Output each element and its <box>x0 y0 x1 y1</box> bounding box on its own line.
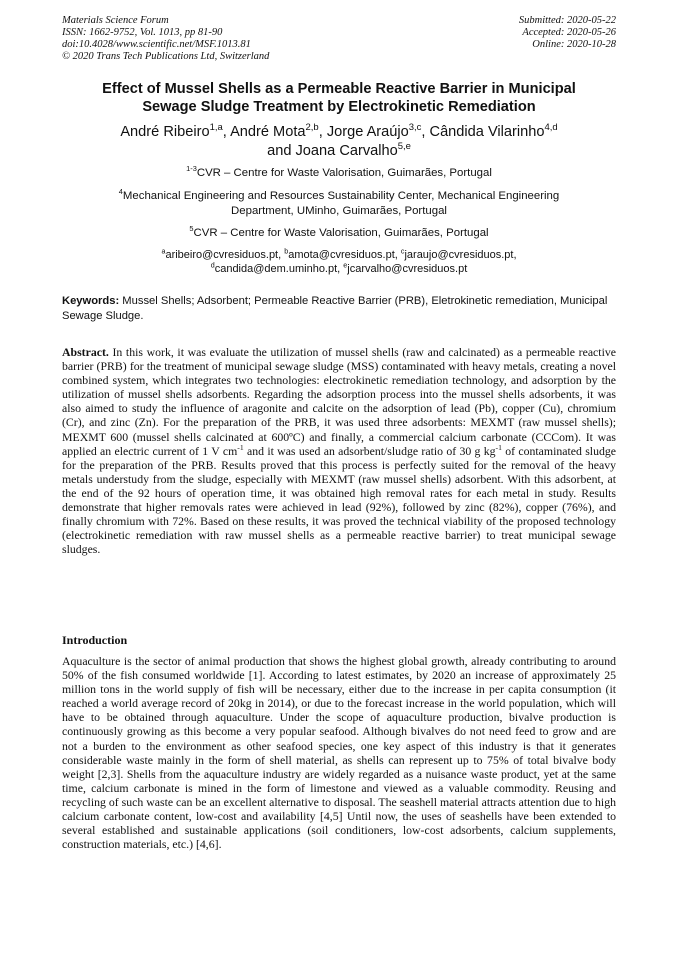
dates-info <box>519 15 616 51</box>
section-heading-introduction: Introduction <box>62 633 128 647</box>
email-link[interactable]: jcarvalho@cvresiduos.pt <box>347 263 468 275</box>
affiliation-1 <box>62 166 616 181</box>
author-name: André Ribeiro <box>120 124 210 140</box>
author-list <box>62 123 616 161</box>
journal-info <box>62 15 269 63</box>
doi: doi:10.4028/www.scientific.net/MSF.1013.81 <box>62 39 251 50</box>
author-line-1 <box>62 123 616 142</box>
affiliation-3 <box>62 226 616 241</box>
title-line-2: Sewage Sludge Treatment by Electrokinetic Remediation <box>142 99 536 115</box>
introduction-text: Aquaculture is the sector of animal production that shows the highest global growth, already contributing to around 50% of the fish consumed worldwide [1]. According to latest estimates, by 2020 an increase of approximately 25 million tons in the world supply of fish will be necessary, either due to the increase in per capita consumption (it reached a world average record of 20kg in 2014), or due to the forecast increase in the world population, which will have to be obtained through aquaculture. Under the scope of aquaculture production, bivalve production is continuously growing as this become a very popular seafood. Although bivalves do not need feed to grow and are not a burden to the environment as other seafood species, one key aspect of this industry is that it generates considerable waste mainly in the form of shell material, as shells can represent up to 75% of total bivalve body weight [2,3]. Shells from the aquaculture industry are widely regarded as a nuisance waste product, yet at the same time, calcium carbonate is mined in the form of limestone and viewed as a valuable commodity. Reusing and recycling of such waste can be an excellent alternative to disposal. The seashell material attracts attention due to high calcium carbonate content, low-cost and availability [4,5] Until now, the uses of seashells have been extended to several established and sustainable applications (soil conditioners, low-cost adsorbents, calcium supplements, construction materials, etc.) [4,6]. <box>62 654 616 852</box>
keywords <box>62 294 616 324</box>
email-line-1 <box>62 248 616 262</box>
author-sep: , <box>318 124 327 140</box>
affiliation-sup: 1-3 <box>186 164 197 174</box>
abstract-text: of contaminated sludge for the preparation of the PRB. Results proved that this process is perfectly suited for the removal of the heavy metals understudy from the sludge, especially with MEXMT (raw mussel shells) adsorbent. With this adsorbent, at the end of the 92 hours of operation time, it was obtained high removal rates for each metal in study. Results demonstrate that higher removals rates were achieved in lead (92%), followed by zinc (82%), copper (76%), and finally chromium with 72%. Based on these results, it was proved the technical viability of the proposed technology (electrokinetic remediation with raw mussel shells as a permeable reactive barrier) to treat municipal sewage sludges. <box>62 443 617 557</box>
email-line-2 <box>62 262 616 276</box>
accepted-date: Accepted: 2020-05-26 <box>522 27 616 38</box>
copyright: © 2020 Trans Tech Publications Ltd, Switzerland <box>62 51 270 62</box>
author-sup: 4,d <box>544 122 558 134</box>
email-link[interactable]: jaraujo@cvresiduos.pt, <box>404 249 517 261</box>
author-sup: 1,a <box>209 122 223 134</box>
author-sup: 3,c <box>408 122 422 134</box>
affiliation-2 <box>62 189 616 219</box>
issn: ISSN: 1662-9752, Vol. 1013, pp 81-90 <box>62 27 223 38</box>
author-sup: 2,b <box>305 122 319 134</box>
affiliation-line <box>62 189 616 204</box>
email-sup: d <box>210 261 215 270</box>
email-link[interactable]: aribeiro@cvresiduos.pt, <box>165 249 285 261</box>
author-name: Jorge Araújo <box>326 124 409 140</box>
author-name: André Mota <box>230 124 306 140</box>
affiliation-text: CVR – Centre for Waste Valorisation, Guimarães, Portugal <box>193 227 489 239</box>
keywords-label: Keywords: <box>62 295 120 307</box>
affiliation-line: Department, UMinho, Guimarães, Portugal <box>231 205 447 217</box>
affiliation-text: Mechanical Engineering and Resources Sustainability Center, Mechanical Engineering <box>122 190 560 202</box>
abstract-label: Abstract. <box>62 345 109 359</box>
email-sup: a <box>161 247 166 256</box>
superscript: -1 <box>495 442 502 452</box>
affiliation-text: CVR – Centre for Waste Valorisation, Guimarães, Portugal <box>196 167 492 179</box>
journal-name: Materials Science Forum <box>62 15 169 26</box>
title-line-1: Effect of Mussel Shells as a Permeable Reactive Barrier in Municipal <box>102 81 576 97</box>
author-name: and Joana Carvalho <box>267 143 398 159</box>
email-sup: c <box>400 247 405 256</box>
keywords-text: Mussel Shells; Adsorbent; Permeable Reactive Barrier (PRB), Eletrokinetic remediation, Municipal Sewage Sludge. <box>62 295 608 322</box>
abstract-text: and it was used an adsorbent/sludge ratio of 30 g kg <box>243 443 496 458</box>
email-sup: b <box>284 247 289 256</box>
abstract <box>62 345 616 556</box>
email-sup: e <box>343 261 348 270</box>
author-sep: , <box>222 124 231 140</box>
author-sup: 5,e <box>397 141 411 153</box>
superscript: -1 <box>237 442 244 452</box>
online-date: Online: 2020-10-28 <box>532 39 616 50</box>
author-sep: , <box>421 124 430 140</box>
submitted-date: Submitted: 2020-05-22 <box>518 15 616 26</box>
author-name: Cândida Vilarinho <box>429 124 545 140</box>
author-line-2 <box>62 142 616 161</box>
email-link[interactable]: candida@dem.uminho.pt, <box>214 263 344 275</box>
affiliation-sup: 4 <box>118 187 123 197</box>
abstract-text: In this work, it was evaluate the utilization of mussel shells (raw and calcinated) as a permeable reactive barrier (PRB) for the treatment of municipal sewage sludge (MSS) contaminated with heavy metals, creating a novel combined system, which integrates two technologies: electrokinetic remediation technology, and adsorption by the utilization of mussel shells adsorbents. Regarding the adsorption process into the mussel shells adsorbents, it was also aimed to study the influence of aragonite and calcite on the adsorption of lead (Pb), copper (Cu), chromium (Cr), and zinc (Zn). For the preparation of the PRB, it was used three adsorbents: MEXMT (raw mussel shells); MEXMT 600 (mussel shells calcinated at 600ºC) and finally, a commercial calcium carbonate (CCCom). It was applied an electric current of 1 V cm <box>62 345 616 458</box>
email-link[interactable]: amota@cvresiduos.pt, <box>288 249 401 261</box>
affiliation-sup: 5 <box>189 224 194 234</box>
paper-title <box>62 80 616 116</box>
email-list <box>62 248 616 276</box>
